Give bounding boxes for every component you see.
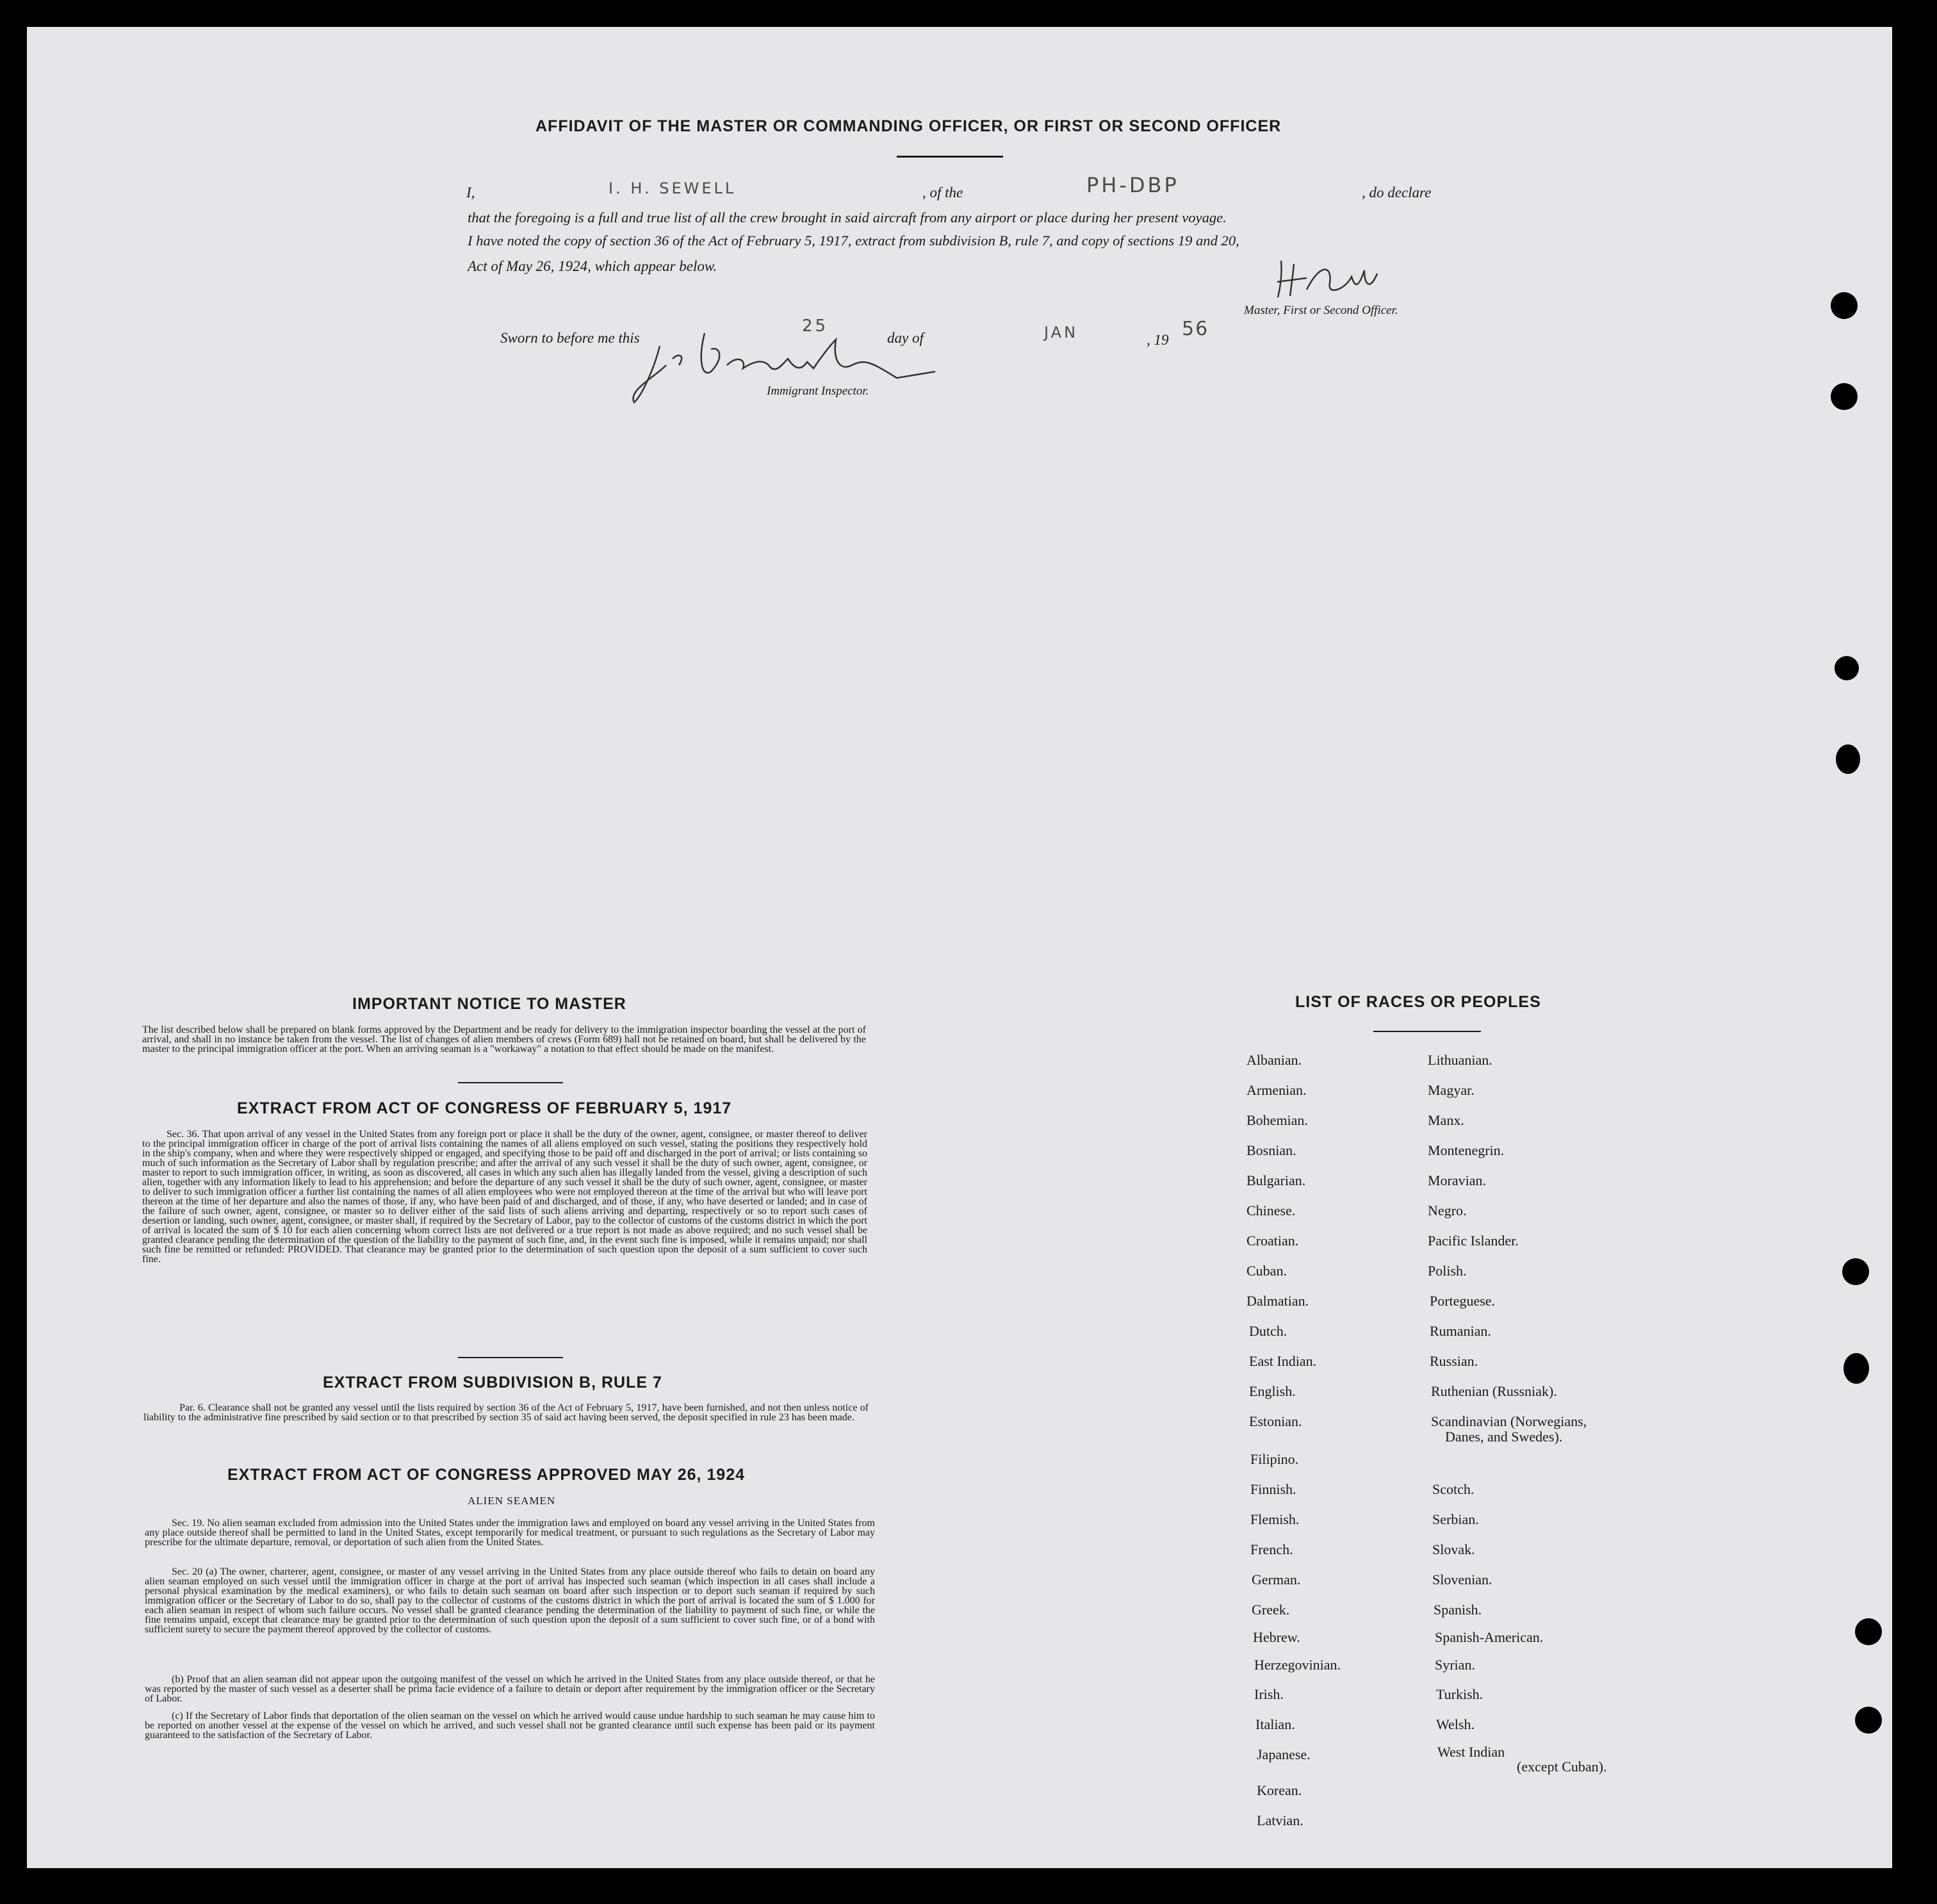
of-the-label: , of the	[922, 185, 963, 201]
race-item: Magyar.	[1428, 1082, 1475, 1098]
sec20a-text: Sec. 20 (a) The owner, charterer, agent, consignee, or master of any vessel arriving in the United States from any place outside thereof who fails to detain on board any alien seaman employed on such vessel until the immigration officer in charge at the port of arrival has inspected such seaman (which inspection in all cases shall include a personal physical examination by the medical examiners), or who fails to detain such seaman on board after such inspection or to deport such seaman if required by such immigration officer or the Secretary of Labor to do so, shall pay to the collector of customs of the customs district in which the port of arrival is located the sum of $ 1.000 for each alien seaman in respect of whom such failure occurs. No vessel shall be granted clearance pending the determination of the liability to payment of such fine, or while the fine remains unpaid, except that clearance may be granted prior to the determination of such question upon the deposit of a sum sufficient to cover such fine, or of a bond with sufficient surety to secure the payment thereof approved by the collector of customs.	[145, 1566, 875, 1635]
race-item: Slovak.	[1432, 1541, 1475, 1557]
race-item: Croatian.	[1246, 1233, 1299, 1249]
i-label: I,	[466, 185, 475, 201]
race-item: English.	[1249, 1383, 1296, 1399]
sworn-month-handwritten: JAN	[1044, 324, 1079, 341]
punch-hole	[1836, 744, 1860, 774]
punch-hole	[1842, 1258, 1869, 1285]
year-prefix: , 19	[1147, 332, 1169, 348]
sec20c-text: (c) If the Secretary of Labor finds that deportation of the olien seaman on the vessel on which he arrived would cause undue hardship to such seaman he may cause him to be reported on another vessel at the expense of the vessel on which he arrived, and such vessel shall not be granted clearance until such expense has been paid or its payment guaranteed to the satisfaction of the Secretary of Labor.	[145, 1711, 875, 1741]
sec19-text: Sec. 19. No alien seaman excluded from admission into the United States under the immigration laws and employed on board any vessel arriving in the United States from any place outside thereof shall be permitted to land in the United States, except temporarily for medical treatment, or pursuant to such regulations as the Secretary of Labor may prescribe for the ultimate departure, removal, or deportation of such alien from the United States.	[145, 1518, 875, 1548]
race-item: Cuban.	[1246, 1263, 1287, 1279]
race-item: Spanish-American.	[1435, 1629, 1544, 1645]
aircraft-handwritten: PH-DBP	[1086, 173, 1179, 197]
race-item: Negro.	[1428, 1202, 1467, 1219]
race-item: Greek.	[1252, 1602, 1290, 1618]
race-item: Dalmatian.	[1246, 1293, 1309, 1309]
race-item: Spanish.	[1434, 1602, 1482, 1618]
day-of-label: day of	[887, 330, 924, 346]
race-item: Ruthenian (Russniak).	[1431, 1383, 1557, 1399]
officer-caption: Master, First or Second Officer.	[1244, 304, 1398, 317]
race-item: Dutch.	[1249, 1323, 1287, 1339]
master-name-handwritten: I. H. SEWELL	[609, 179, 737, 197]
alien-seamen-subtitle: ALIEN SEAMEN	[468, 1495, 556, 1507]
race-item: Latvian.	[1257, 1812, 1304, 1828]
notice-title: IMPORTANT NOTICE TO MASTER	[352, 995, 626, 1013]
sworn-day-handwritten: 25	[802, 316, 829, 336]
race-item: West Indian	[1437, 1744, 1505, 1760]
race-item: Syrian.	[1435, 1657, 1475, 1673]
race-item: Montenegrin.	[1428, 1142, 1505, 1158]
race-item: Serbian.	[1432, 1511, 1479, 1527]
race-item: East Indian.	[1249, 1353, 1317, 1369]
extract-1917-text: Sec. 36. That upon arrival of any vessel in the United States from any foreign port or place it shall be the duty of the owner, agent, consignee, or master thereof to deliver to the principal immigration officer in charge of the port of arrival lists containing the names of all aliens employed on such vessel, stating the positions they respectively hold in the ship's company, when and where they were respectively shipped or engaged, and specifying those to be paid off and discharged in the port of arrival; or lists containing so much of such information as the Secretary of Labor shall by regulation prescribe; and after the arrival of any such vessel it shall be the duty of such owner, agent, consignee, or master to report to such immigration officer, in writing, as soon as discovered, all cases in which any such alien has illegally landed from the vessel, giving a description of such alien, together with any information likely to lead to his apprehension; and before the departure of any such vessel it shall be the duty of such owner, agent, consignee, or master to deliver to such immigration officer a further list containing the names of all alien employees who were not employed thereon at the time of the arrival but who will leave port thereon at the time of her departure and also the names of those, if any, who have been paid of and discharged, and of those, if any, who have deserted or landed; and in case of the failure of such owner, agent, consignee, or master so to deliver either of the said lists of such aliens arriving and departing, respectively or so to report such cases of desertion or landing, such owner, agent, consignee, or master shall, if required by the Secretary of Labor, pay to the collector of customs of the customs district in which the port of arrival is located the sum of $ 10 for each alien concerning whom correct lists are not delivered or a true report is not made as above required; and no such vessel shall be granted clearance pending the determination of the question of the liability to the payment of such fine, and, in the event such fine is imposed, while it remains unpaid; nor shall such fine be remitted or refunded: PROVIDED. That clearance may be granted prior to the determination of such question upon the deposit of a sum sufficient to cover such fine.	[142, 1129, 867, 1265]
race-item: Finnish.	[1250, 1481, 1296, 1497]
rule7-title: EXTRACT FROM SUBDIVISION B, RULE 7	[323, 1374, 662, 1391]
race-item: Porteguese.	[1430, 1293, 1496, 1309]
race-item: Scotch.	[1432, 1481, 1475, 1497]
race-item: Flemish.	[1250, 1511, 1300, 1527]
extract-1917-title: EXTRACT FROM ACT OF CONGRESS OF FEBRUARY 5, 1917	[237, 1099, 732, 1117]
extract-1917-rule	[458, 1357, 563, 1358]
punch-hole	[1855, 1707, 1882, 1734]
extract-1924-title: EXTRACT FROM ACT OF CONGRESS APPROVED MAY 26, 1924	[227, 1466, 746, 1484]
do-declare-label: , do declare	[1362, 185, 1432, 201]
race-item: Estonian.	[1249, 1413, 1302, 1429]
race-item: Japanese.	[1257, 1746, 1311, 1762]
race-item: Albanian.	[1246, 1052, 1302, 1068]
race-item: Korean.	[1257, 1782, 1302, 1798]
race-item: Scandinavian (Norwegians,	[1431, 1413, 1587, 1429]
race-item: Polish.	[1428, 1263, 1467, 1279]
affidavit-line4: Act of May 26, 1924, which appear below.	[468, 258, 717, 274]
officer-signature	[1268, 251, 1384, 302]
sworn-year-handwritten: 56	[1182, 318, 1209, 340]
notice-rule	[458, 1082, 563, 1083]
race-item: Hebrew.	[1253, 1629, 1300, 1645]
race-item: Russian.	[1430, 1353, 1478, 1369]
punch-hole	[1835, 656, 1859, 680]
race-item: Rumanian.	[1430, 1323, 1491, 1339]
race-item: Danes, and Swedes).	[1445, 1429, 1563, 1445]
affidavit-title-rule	[897, 156, 1003, 158]
race-item: Bosnian.	[1246, 1142, 1296, 1158]
rule7-text: Par. 6. Clearance shall not be granted any vessel until the lists required by section 36 of the Act of February 5, 1917, have been furnished, and not then unless notice of liability to the administrative fine prescribed by said section or to that prescribed by section 35 of said act having been served, the deposit specified in rule 23 has been made.	[143, 1402, 869, 1423]
race-item: Manx.	[1428, 1112, 1464, 1128]
affidavit-title: AFFIDAVIT OF THE MASTER OR COMMANDING OFFICER, OR FIRST OR SECOND OFFICER	[535, 117, 1282, 135]
affidavit-line2: that the foregoing is a full and true list of all the crew brought in said aircraft from any airport or place during her present voyage.	[468, 209, 1227, 226]
race-item: Armenian.	[1246, 1082, 1307, 1098]
race-item: Herzegovinian.	[1254, 1657, 1341, 1673]
race-item: Chinese.	[1246, 1202, 1296, 1219]
punch-hole	[1855, 1618, 1882, 1645]
sworn-label: Sworn to before me this	[500, 330, 640, 346]
notice-text: The list described below shall be prepared on blank forms approved by the Department and be ready for delivery to the immigration inspector boarding the vessel at the port of arrival, and shall in no instance be taken from the vessel. The list of changes of alien members of crews (Form 689) hall not be retained on board, but shall be delivered by the master to the principal immigration officer at the port. When an arriving seaman is a "workaway" a notation to that effect should be made on the manifest.	[142, 1024, 866, 1055]
races-title: LIST OF RACES OR PEOPLES	[1295, 993, 1541, 1011]
inspector-caption: Immigrant Inspector.	[767, 384, 869, 398]
punch-hole	[1831, 383, 1858, 410]
race-item: Slovenian.	[1432, 1572, 1492, 1588]
race-item: Bohemian.	[1246, 1112, 1308, 1128]
affidavit-line1	[466, 173, 1441, 206]
punch-hole	[1843, 1353, 1869, 1384]
sec20b-text: (b) Proof that an alien seaman did not appear upon the outgoing manifest of the vessel on which he arrived in the United States from any place outside thereof, or that he was reported by the master of such vessel as a deserter shall be prima facie evidence of a failure to detain or deport after requirement by the immigration officer or the Secretary of Labor.	[145, 1674, 875, 1704]
race-item: Irish.	[1254, 1686, 1284, 1702]
race-item: Pacific Islander.	[1428, 1233, 1519, 1249]
race-item: Italian.	[1255, 1716, 1295, 1732]
races-title-rule	[1373, 1031, 1481, 1032]
race-item: Lithuanian.	[1428, 1052, 1492, 1068]
race-item: (except Cuban).	[1517, 1759, 1607, 1775]
race-item: Moravian.	[1428, 1172, 1487, 1188]
race-item: Welsh.	[1436, 1716, 1475, 1732]
race-item: French.	[1250, 1541, 1293, 1557]
affidavit-line3: I have noted the copy of section 36 of the Act of February 5, 1917, extract from subdivision B, rule 7, and copy of sections 19 and 20,	[468, 233, 1239, 249]
race-item: Filipino.	[1250, 1451, 1299, 1467]
punch-hole	[1831, 292, 1858, 319]
race-item: Turkish.	[1436, 1686, 1483, 1702]
race-item: German.	[1252, 1572, 1301, 1588]
race-item: Bulgarian.	[1246, 1172, 1306, 1188]
